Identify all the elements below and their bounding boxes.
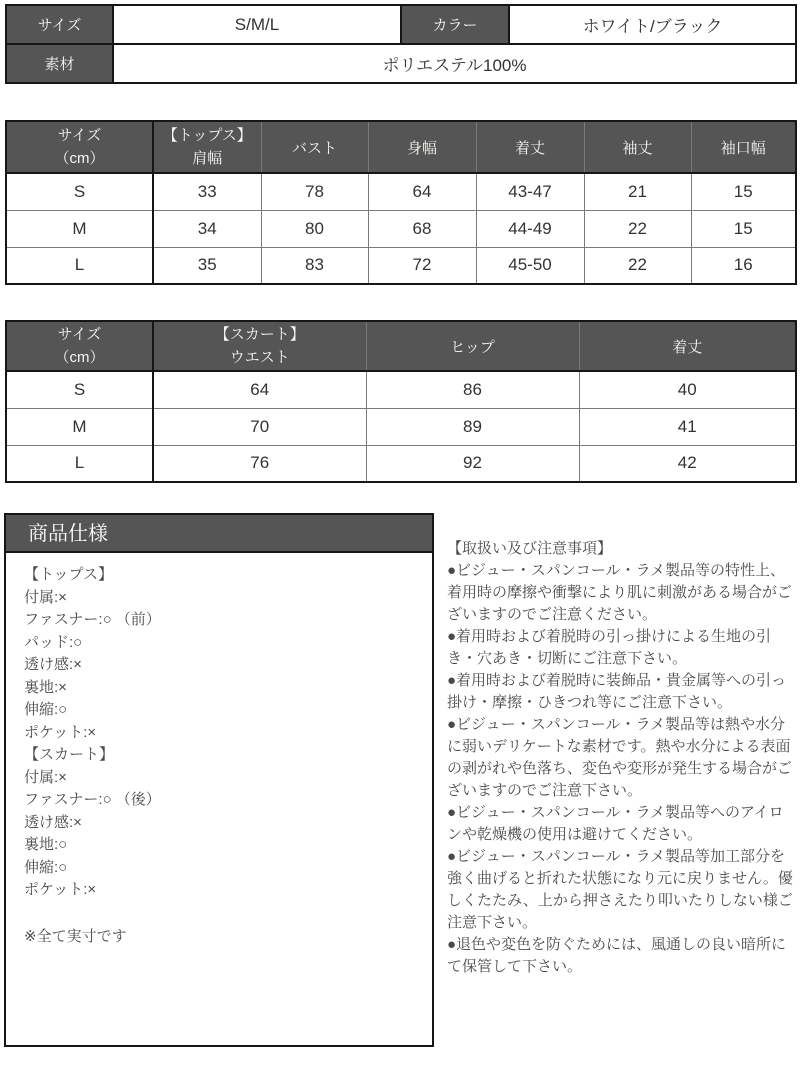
- sleeve-header-cell: 袖丈: [584, 121, 691, 173]
- care-note-item: ●ビジュー・スパンコール・ラメ製品等加工部分を強く曲げると折れた状態になり元に戻りません。優しくたたみ、上から押さえたり叩いたりしない様ご注意下さい。: [447, 848, 793, 931]
- header-line: ウエスト: [229, 349, 290, 366]
- header-line: （cm）: [54, 150, 105, 167]
- size-label-cell: サイズ: [6, 5, 113, 44]
- color-value-cell: ホワイト/ブラック: [509, 5, 796, 44]
- care-note-item: ●ビジュー・スパンコール・ラメ製品等は熱や水分に弱いデリケートな素材です。熱や水分による表面の剥がれや色落ち、変色や変形が発生する場合がございますのでご注意下さい。: [447, 716, 793, 799]
- size-value-cell: S/M/L: [113, 5, 401, 44]
- table-cell: 16: [691, 247, 796, 284]
- spec-line: ポケット:×: [24, 723, 97, 741]
- length-header-cell: 着丈: [476, 121, 584, 173]
- table-cell: 42: [579, 445, 796, 482]
- skirt-size-table: [5, 320, 797, 483]
- table-row: [6, 44, 796, 83]
- header-line: 【トップス】: [162, 127, 252, 144]
- spec-line: 【トップス】: [24, 566, 113, 583]
- header-line: サイズ: [57, 326, 102, 343]
- table-row: [6, 408, 796, 445]
- table-row: [6, 173, 796, 210]
- table-row: [6, 445, 796, 482]
- table-cell: 22: [584, 247, 691, 284]
- spec-line: 透け感:×: [24, 813, 82, 831]
- header-line: 【スカート】: [214, 326, 305, 343]
- care-notes-title: 【取扱い及び注意事項】: [447, 540, 613, 557]
- table-cell: 15: [691, 173, 796, 210]
- spec-line: 伸縮:○: [24, 701, 68, 718]
- table-cell: 70: [153, 408, 366, 445]
- table-cell: 40: [579, 371, 796, 408]
- spec-line: 透け感:×: [24, 656, 82, 673]
- table-cell: 22: [584, 210, 691, 247]
- spec-line: ポケット:×: [24, 881, 97, 898]
- product-spec-panel: [4, 513, 434, 1047]
- body-width-header-cell: 身幅: [368, 121, 476, 173]
- table-row: [6, 210, 796, 247]
- bust-header-cell: バスト: [261, 121, 368, 173]
- spec-line: 裏地:×: [24, 678, 67, 696]
- tops-size-table: [5, 120, 797, 285]
- table-row: [6, 371, 796, 408]
- table-cell: 44-49: [476, 210, 584, 247]
- table-cell: 64: [153, 371, 366, 408]
- spec-note: ※全て実寸です: [24, 927, 127, 945]
- table-cell: 64: [368, 173, 476, 210]
- care-note-item: ●ビジュー・スパンコール・ラメ製品等へのアイロンや乾燥機の使用は避けてください。: [447, 804, 784, 843]
- table-cell: 92: [366, 445, 579, 482]
- care-note-item: ●退色や変色を防ぐためには、風通しの良い暗所にて保管して下さい。: [447, 936, 787, 975]
- table-cell: 89: [366, 408, 579, 445]
- table-cell: 45-50: [476, 247, 584, 284]
- skirt-waist-header-cell: [153, 321, 366, 371]
- care-note-item: ●着用時および着脱時に装飾品・貴金属等への引っ掛け・摩擦・ひきつれ等にご注意下さい。: [447, 672, 787, 711]
- table-cell: 34: [153, 210, 261, 247]
- header-line: （cm）: [54, 349, 105, 366]
- table-cell: 15: [691, 210, 796, 247]
- table-header-row: [6, 121, 796, 173]
- table-cell: 35: [153, 247, 261, 284]
- size-cell: L: [6, 445, 153, 482]
- info-table: [5, 4, 797, 84]
- color-label-cell: カラー: [401, 5, 509, 44]
- table-cell: 33: [153, 173, 261, 210]
- size-cell: M: [6, 408, 153, 445]
- table-cell: 76: [153, 445, 366, 482]
- table-cell: 86: [366, 371, 579, 408]
- hip-header-cell: ヒップ: [366, 321, 579, 371]
- size-cm-header-cell: [6, 321, 153, 371]
- table-cell: 21: [584, 173, 691, 210]
- cuff-header-cell: 袖口幅: [691, 121, 796, 173]
- table-cell: 72: [368, 247, 476, 284]
- table-header-row: [6, 321, 796, 371]
- table-cell: 43-47: [476, 173, 584, 210]
- care-note-item: ●ビジュー・スパンコール・ラメ製品等の特性上、着用時の摩擦や衝撃により肌に刺激がある場合がございますのでご注意ください。: [447, 562, 793, 623]
- tops-shoulder-header-cell: [153, 121, 261, 173]
- material-value-cell: ポリエステル100%: [113, 44, 796, 83]
- spec-line: 裏地:○: [24, 836, 68, 853]
- table-cell: 41: [579, 408, 796, 445]
- length-header-cell: 着丈: [579, 321, 796, 371]
- spec-panel-body: [6, 553, 432, 959]
- table-cell: 68: [368, 210, 476, 247]
- spec-panel-title: 商品仕様: [6, 515, 432, 553]
- size-cell: L: [6, 247, 153, 284]
- spec-line: パッド:○: [24, 633, 83, 651]
- spec-line: ファスナー:○ （前）: [24, 611, 161, 628]
- care-notes-panel: [447, 538, 797, 978]
- spec-line: 付属:×: [24, 768, 67, 786]
- table-cell: 80: [261, 210, 368, 247]
- size-cell: S: [6, 371, 153, 408]
- table-row: [6, 247, 796, 284]
- size-cm-header-cell: [6, 121, 153, 173]
- spec-line: ファスナー:○ （後）: [24, 791, 161, 808]
- table-cell: 78: [261, 173, 368, 210]
- spec-line: 伸縮:○: [24, 858, 68, 876]
- header-line: 肩幅: [192, 150, 223, 167]
- spec-line: 【スカート】: [24, 746, 115, 763]
- spec-line: 付属:×: [24, 588, 67, 606]
- size-cell: M: [6, 210, 153, 247]
- care-note-item: ●着用時および着脱時の引っ掛けによる生地の引き・穴あき・切断にご注意下さい。: [447, 628, 772, 667]
- table-cell: 83: [261, 247, 368, 284]
- size-cell: S: [6, 173, 153, 210]
- table-row: [6, 5, 796, 44]
- header-line: サイズ: [57, 127, 102, 144]
- material-label-cell: 素材: [6, 44, 113, 83]
